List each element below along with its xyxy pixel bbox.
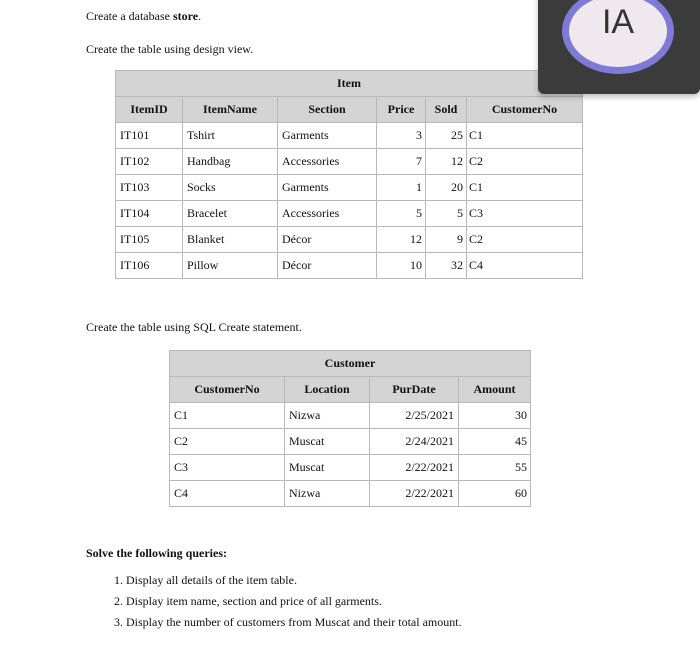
item-price: 5 (377, 201, 426, 227)
column-header: CustomerNo (170, 377, 285, 403)
item-table-caption: Item (116, 71, 583, 97)
customer-no: C4 (170, 481, 285, 507)
customer-no: C1 (170, 403, 285, 429)
customer-table (169, 350, 531, 507)
table-row (116, 201, 583, 227)
intro-line-design-view: Create the table using design view. (86, 42, 254, 56)
customer-location: Muscat (285, 455, 370, 481)
ia-badge-text: IA (601, 3, 635, 41)
table-row (116, 253, 583, 279)
item-name: Handbag (183, 149, 278, 175)
customer-location: Muscat (285, 429, 370, 455)
item-table-caption-row (116, 71, 583, 97)
amount: 30 (459, 403, 531, 429)
item-customer: C4 (467, 253, 583, 279)
item-customer: C2 (467, 227, 583, 253)
table-row (170, 481, 531, 507)
item-id: IT105 (116, 227, 183, 253)
column-header: CustomerNo (467, 97, 583, 123)
item-id: IT103 (116, 175, 183, 201)
purchase-date: 2/24/2021 (370, 429, 459, 455)
customer-location: Nizwa (285, 403, 370, 429)
list-item: 1. Display all details of the item table. (126, 570, 462, 591)
item-section: Accessories (278, 149, 377, 175)
column-header: Amount (459, 377, 531, 403)
item-price: 3 (377, 123, 426, 149)
table-row (116, 227, 583, 253)
item-customer: C1 (467, 175, 583, 201)
item-section: Garments (278, 175, 377, 201)
table-row (116, 175, 583, 201)
amount: 45 (459, 429, 531, 455)
item-name: Pillow (183, 253, 278, 279)
column-header: ItemName (183, 97, 278, 123)
item-sold: 12 (426, 149, 467, 175)
intro-punct: . (198, 9, 202, 23)
list-item: 3. Display the number of customers from Muscat and their total amount. (126, 612, 462, 633)
item-sold: 20 (426, 175, 467, 201)
item-customer: C1 (467, 123, 583, 149)
item-sold: 9 (426, 227, 467, 253)
customer-location: Nizwa (285, 481, 370, 507)
item-customer: C2 (467, 149, 583, 175)
table-row (170, 455, 531, 481)
database-name: store (172, 9, 199, 23)
item-sold: 25 (426, 123, 467, 149)
customer-no: C3 (170, 455, 285, 481)
purchase-date: 2/25/2021 (370, 403, 459, 429)
item-price: 7 (377, 149, 426, 175)
item-sold: 32 (426, 253, 467, 279)
customer-table-caption: Customer (170, 351, 531, 377)
item-sold: 5 (426, 201, 467, 227)
item-name: Bracelet (183, 201, 278, 227)
item-id: IT102 (116, 149, 183, 175)
table-row (116, 149, 583, 175)
item-name: Tshirt (183, 123, 278, 149)
table-row (116, 123, 583, 149)
customer-table-caption-row (170, 351, 531, 377)
intro-line-sql: Create the table using SQL Create statement. (86, 320, 302, 334)
item-price: 1 (377, 175, 426, 201)
column-header: Price (377, 97, 426, 123)
item-id: IT106 (116, 253, 183, 279)
queries-list (86, 570, 462, 633)
intro-text: Create a database (86, 9, 173, 23)
table-row (170, 429, 531, 455)
item-section: Accessories (278, 201, 377, 227)
purchase-date: 2/22/2021 (370, 481, 459, 507)
table-row (170, 403, 531, 429)
column-header: PurDate (370, 377, 459, 403)
item-name: Blanket (183, 227, 278, 253)
column-header: Sold (426, 97, 467, 123)
item-name: Socks (183, 175, 278, 201)
column-header: Location (285, 377, 370, 403)
item-section: Décor (278, 253, 377, 279)
intro-line-database (86, 9, 201, 24)
item-section: Décor (278, 227, 377, 253)
column-header: Section (278, 97, 377, 123)
purchase-date: 2/22/2021 (370, 455, 459, 481)
amount: 60 (459, 481, 531, 507)
item-price: 10 (377, 253, 426, 279)
item-id: IT101 (116, 123, 183, 149)
item-table-header-row (116, 97, 583, 123)
item-customer: C3 (467, 201, 583, 227)
item-section: Garments (278, 123, 377, 149)
amount: 55 (459, 455, 531, 481)
queries-heading: Solve the following queries: (86, 546, 227, 560)
column-header: ItemID (116, 97, 183, 123)
item-table (115, 70, 583, 279)
customer-no: C2 (170, 429, 285, 455)
item-price: 12 (377, 227, 426, 253)
ia-avatar (562, 0, 674, 74)
item-id: IT104 (116, 201, 183, 227)
ia-badge-overlay (538, 0, 700, 94)
customer-table-header-row (170, 377, 531, 403)
list-item: 2. Display item name, section and price of all garments. (126, 591, 462, 612)
